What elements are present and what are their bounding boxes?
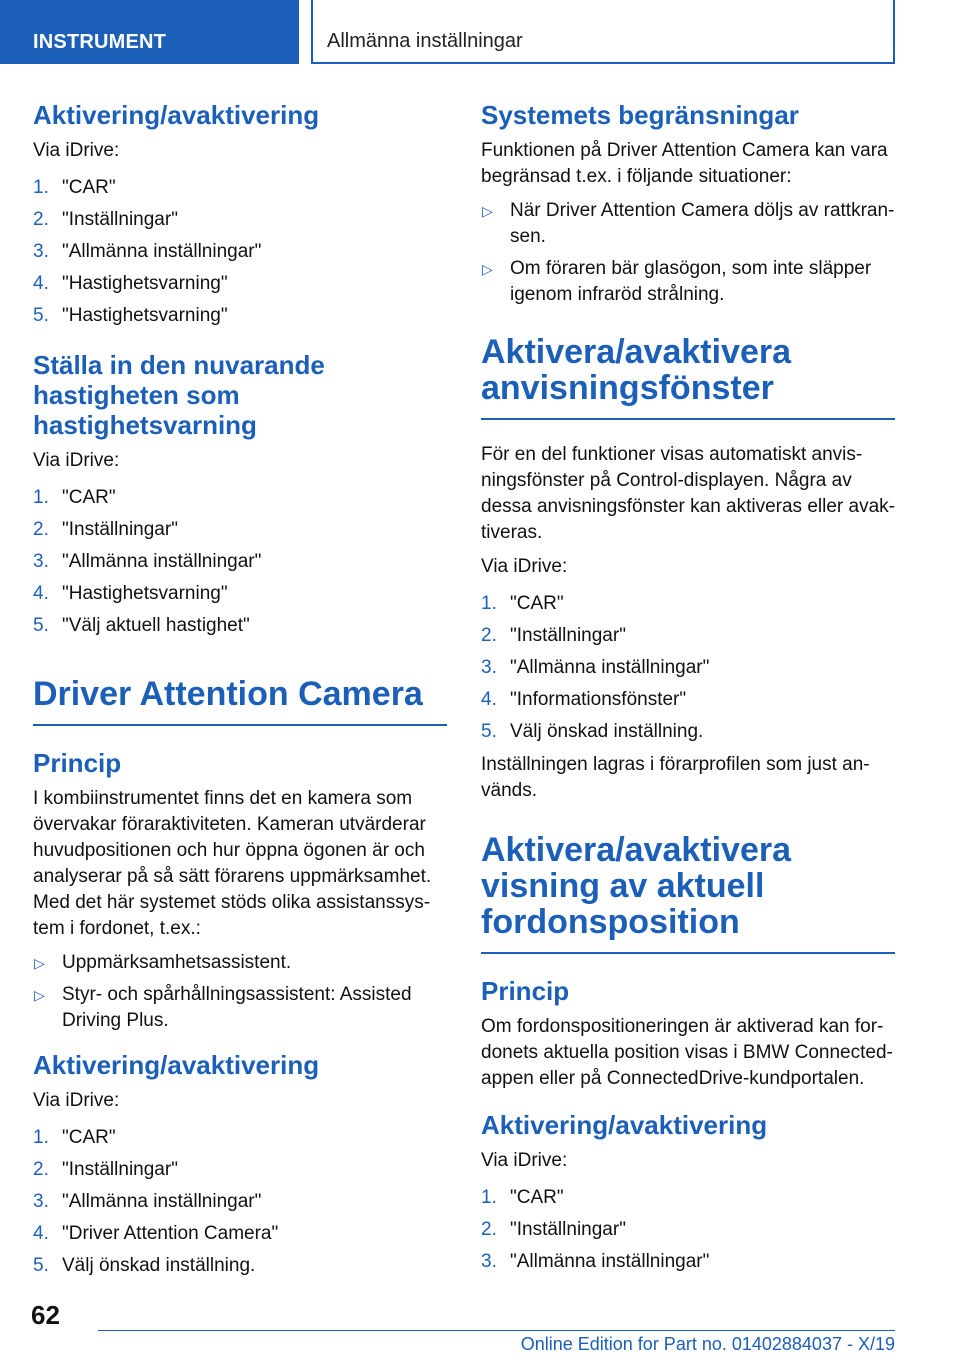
principle-paragraph: I kombiinstrumentet finns det en kamera som övervakar föraraktiviteten. Kameran utvärderar huvudpositionen och hur öppna ögonen är och analyserar på så sätt förarens uppmärksamhet. Med det här systemet stöds olika assistanssys-tem i fordonet, t.ex.:: [33, 788, 432, 939]
hints-paragraph: För en del funktioner visas automatiskt anvis-ningsfönster på Control-displayen. Några av dessa anvisningsfönster kan aktiveras eller avak-tiveras.: [481, 444, 895, 543]
step-item: 2. "Inställningar": [33, 519, 178, 540]
bullet-item: ▷ Uppmärksamhetsassistent.: [34, 952, 292, 973]
step-item: 1. "CAR": [481, 1187, 564, 1208]
via-idrive-label: Via iDrive:: [33, 140, 120, 161]
footer-divider: [98, 1330, 895, 1331]
header-section-label: INSTRUMENT: [33, 31, 167, 53]
bullet-list: [33, 950, 447, 1034]
bullet-list: [481, 198, 895, 308]
step-item: 1. "CAR": [33, 177, 116, 198]
header-chapter-label: Allmänna inställningar: [327, 30, 523, 52]
left-column: [33, 100, 447, 1294]
step-item: 4. "Hastighetsvarning": [33, 583, 228, 604]
step-item: 2. "Inställningar": [33, 209, 178, 230]
step-item: 1. "CAR": [481, 593, 564, 614]
principle-paragraph: Om fordonspositioneringen är aktiverad kan for-donets aktuella position visas i BMW Connected-appen eller på ConnectedDrive-kundportalen.: [481, 1016, 893, 1089]
step-item: 5. "Hastighetsvarning": [33, 305, 228, 326]
bullet-item: ▷ När Driver Attention Camera döljs av rattkran-sen.: [482, 200, 895, 247]
header-chapter-tab: [311, 0, 895, 64]
step-item: 5. "Välj aktuell hastighet": [33, 615, 250, 636]
steps-list: [481, 1182, 895, 1278]
step-item: 2. "Inställningar": [481, 1219, 626, 1240]
chapter-title-hint-windows: Aktivera/avaktivera anvisningsfönster: [481, 334, 895, 420]
step-item: 5. Välj önskad inställning.: [481, 721, 704, 742]
step-item: 4. "Informationsfönster": [481, 689, 687, 710]
hints-note: Inställningen lagras i förarprofilen som just an-vänds.: [481, 754, 870, 801]
steps-list: [33, 172, 447, 332]
section-title-activation: Aktivering/avaktivering: [33, 1050, 320, 1080]
section-title-activation: Aktivering/avaktivering: [33, 100, 320, 130]
step-item: 2. "Inställningar": [33, 1159, 178, 1180]
steps-list: [481, 588, 895, 748]
step-item: 3. "Allmänna inställningar": [481, 657, 710, 678]
footer-edition: Online Edition for Part no. 01402884037 - X/19: [520, 1334, 895, 1354]
step-item: 2. "Inställningar": [481, 625, 626, 646]
step-item: 4. "Hastighetsvarning": [33, 273, 228, 294]
step-item: 1. "CAR": [33, 487, 116, 508]
via-idrive-label: Via iDrive:: [481, 556, 568, 577]
page-number: 62: [31, 1300, 60, 1330]
step-item: 3. "Allmänna inställningar": [33, 551, 262, 572]
chapter-title-driver-attention-camera: Driver Attention Camera: [33, 676, 447, 726]
steps-list: [33, 482, 447, 642]
via-idrive-label: Via iDrive:: [33, 1090, 120, 1111]
step-item: 3. "Allmänna inställningar": [33, 241, 262, 262]
section-title-system-limits: Systemets begränsningar: [481, 100, 799, 130]
step-item: 3. "Allmänna inställningar": [481, 1251, 710, 1272]
step-item: 4. "Driver Attention Camera": [33, 1223, 279, 1244]
chapter-title-vehicle-position: Aktivera/avaktivera visning av aktuell fordonsposition: [481, 832, 895, 954]
via-idrive-label: Via iDrive:: [33, 450, 120, 471]
section-title-activation: Aktivering/avaktivering: [481, 1110, 768, 1140]
section-title-set-speed: Ställa in den nuvarande hastigheten som hastighetsvarning: [33, 350, 325, 440]
right-column: [481, 100, 895, 1290]
section-title-principle: Princip: [481, 976, 570, 1006]
steps-list: [33, 1122, 447, 1282]
step-item: 5. Välj önskad inställning.: [33, 1255, 256, 1276]
section-title-principle: Princip: [33, 748, 122, 778]
bullet-item: ▷ Styr- och spårhållningsassistent: Assisted Driving Plus.: [34, 984, 412, 1031]
step-item: 3. "Allmänna inställningar": [33, 1191, 262, 1212]
step-item: 1. "CAR": [33, 1127, 116, 1148]
limits-paragraph: Funktionen på Driver Attention Camera kan vara begränsad t.ex. i följande situationer:: [481, 140, 888, 187]
bullet-item: ▷ Om föraren bär glasögon, som inte släpper igenom infraröd strålning.: [482, 258, 872, 305]
via-idrive-label: Via iDrive:: [481, 1150, 568, 1171]
header-section-tab: [0, 0, 299, 64]
